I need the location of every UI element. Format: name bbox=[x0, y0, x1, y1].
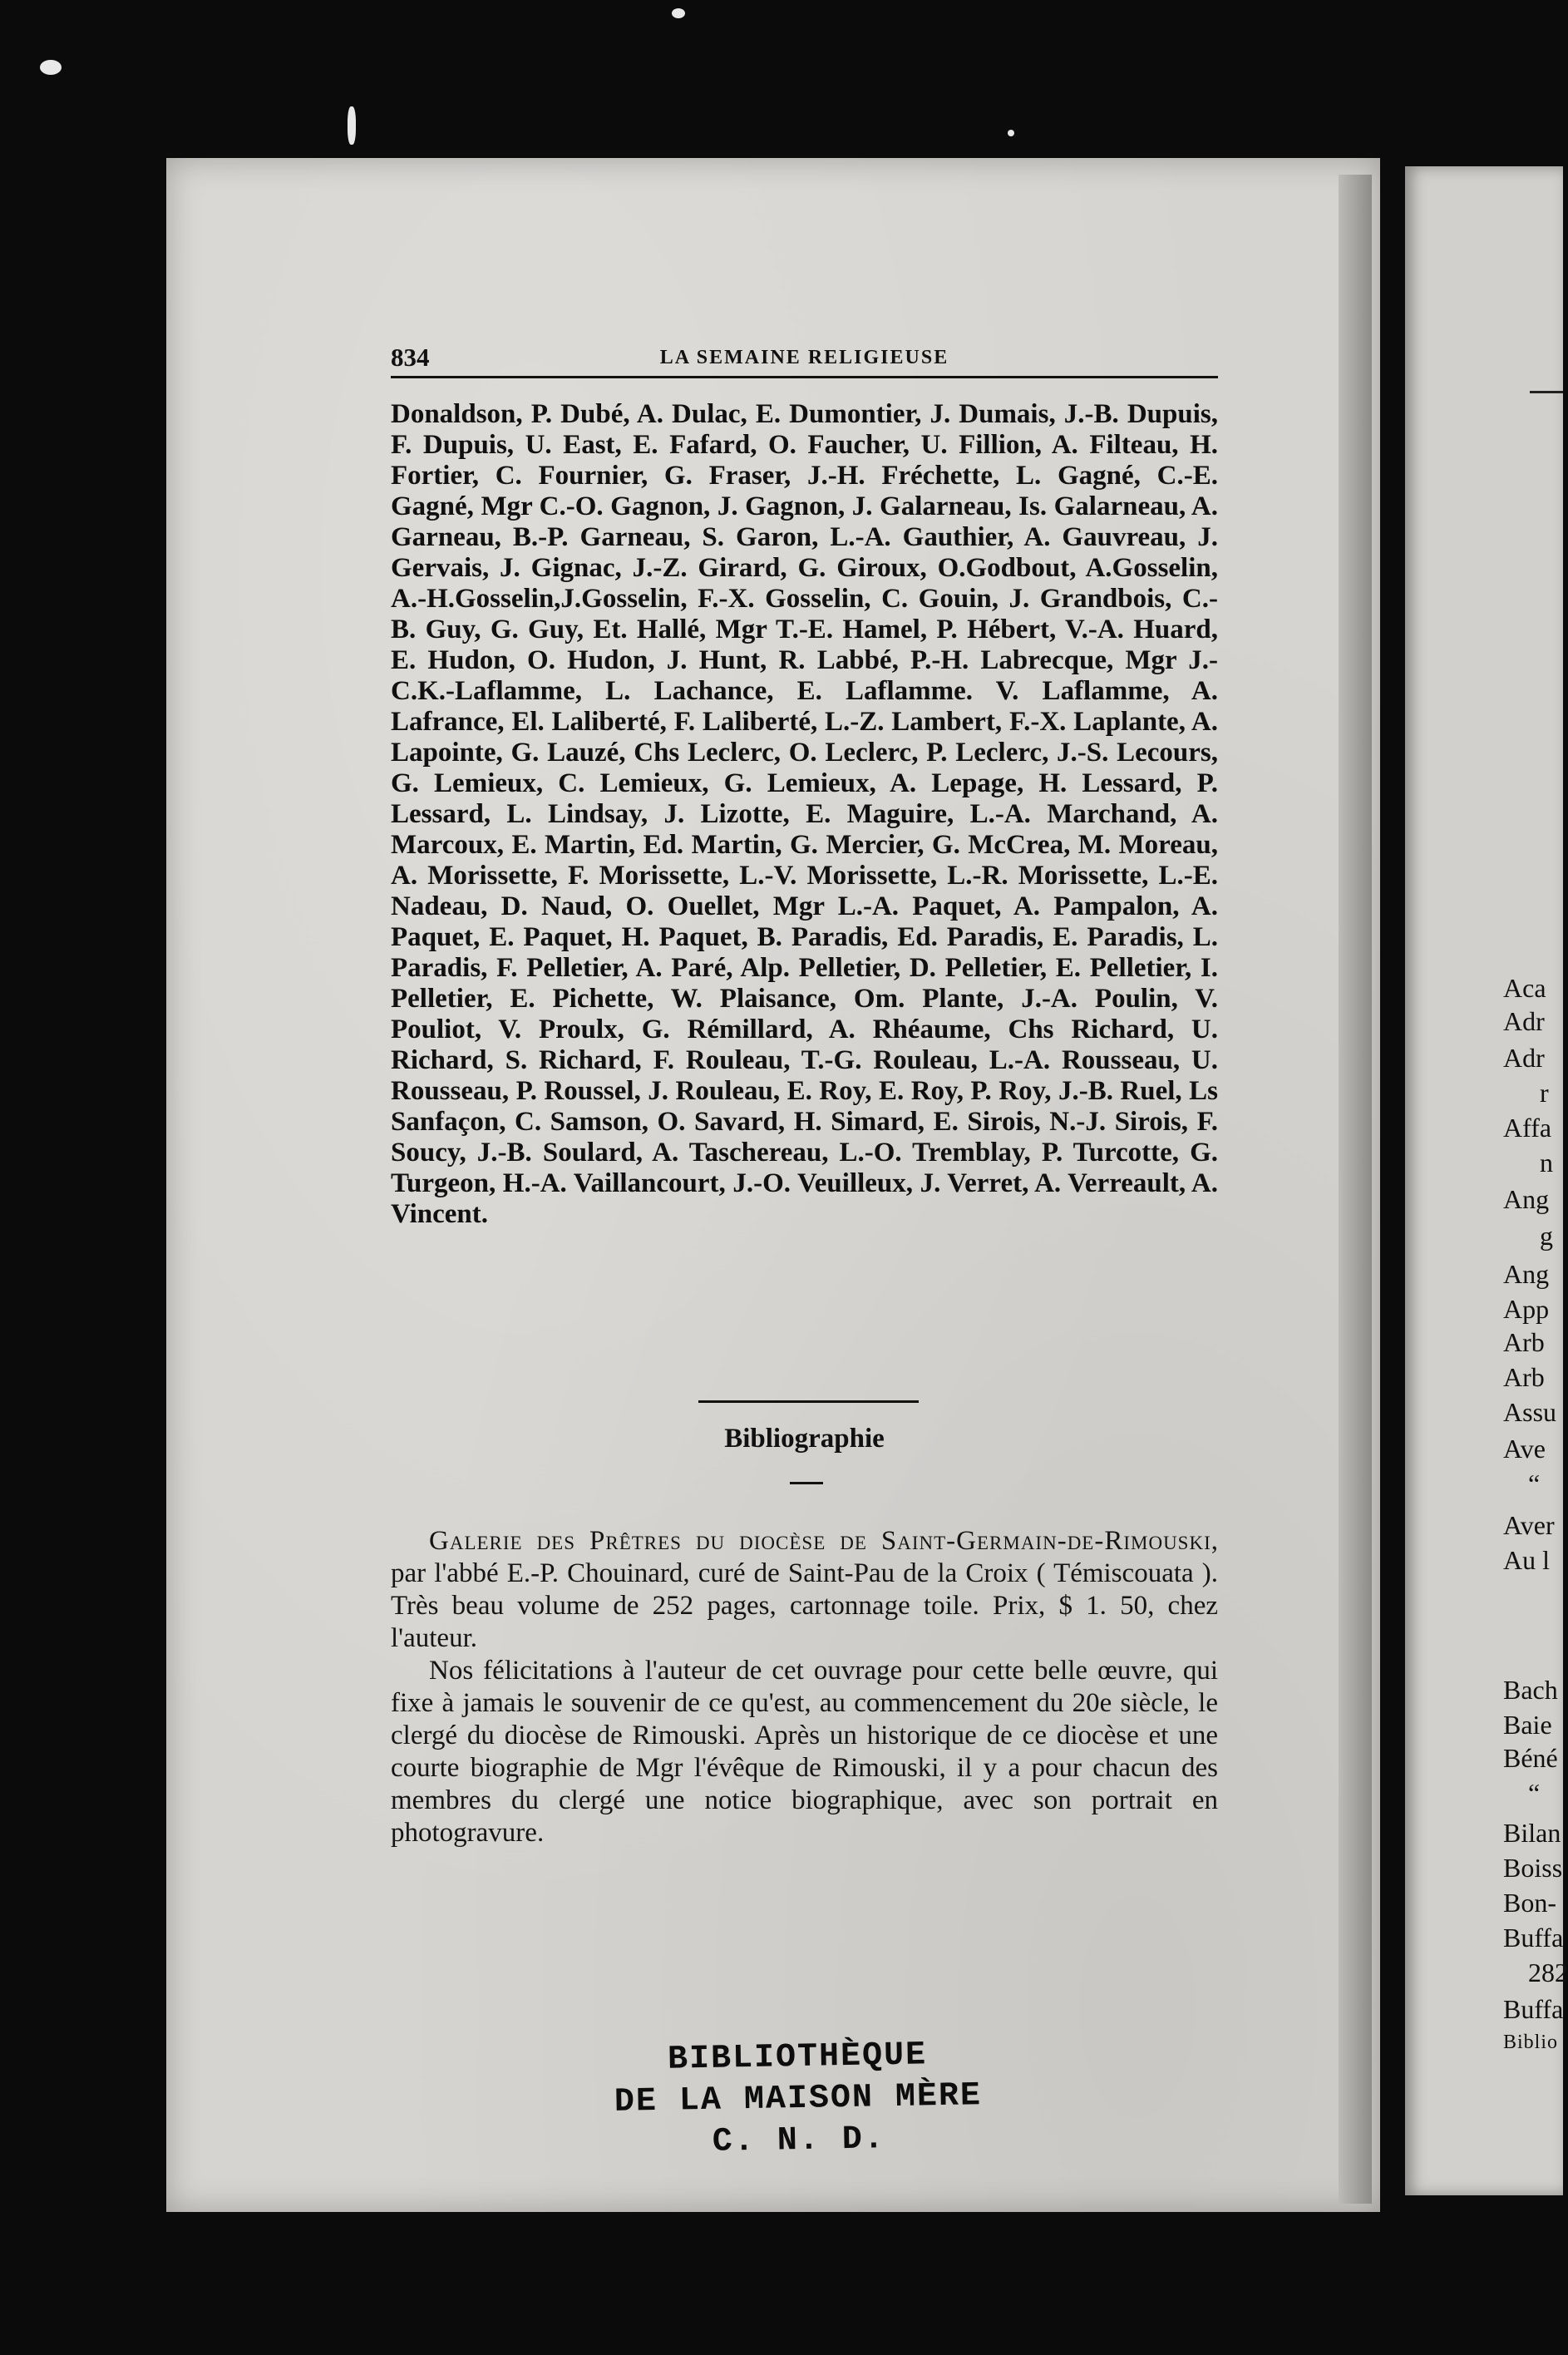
adjacent-fragment: Aca bbox=[1503, 973, 1546, 1003]
names-paragraph: Donaldson, P. Dubé, A. Dulac, E. Dumontier, J. Dumais, J.-B. Dupuis, F. Dupuis, U. East, E. Fafard, O. Faucher, U. Fillion, A. Filteau, H. Fortier, C. Fournier, G. Fraser, J.-H. Fréchette, L. Gagné, C.-E. Gagné, Mgr C.-O. Gagnon, J. Gagnon, J. Galarneau, Is. Galarneau, A. Garneau, B.-P. Garneau, S. Garon, L.-A. Gauthier, A. Gauvreau, J. Gervais, J. Gignac, J.-Z. Girard, G. Giroux, O.Godbout, A.Gosselin, A.-H.Gosselin,J.Gosselin, F.-X. Gosselin, C. Gouin, J. Grandbois, C.-B. Guy, G. Guy, Et. Hallé, Mgr T.-E. Hamel, P. Hébert, V.-A. Huard, E. Hudon, O. Hudon, J. Hunt, R. Labbé, P.-H. Labrecque, Mgr J.-C.K.-Laflamme, L. Lachance, E. Laflamme. V. Laflamme, A. Lafrance, El. Laliberté, F. Laliberté, L.-Z. Lambert, F.-X. Laplante, A. Lapointe, G. Lauzé, Chs Leclerc, O. Leclerc, P. Leclerc, J.-S. Lecours, G. Lemieux, C. Lemieux, G. Lemieux, A. Lepage, H. Lessard, P. Lessard, L. Lindsay, J. Lizotte, E. Maguire, L.-A. Marchand, A. Marcoux, E. Martin, Ed. Martin, G. Mercier, G. McCrea, M. Moreau, A. Morissette, F. Morissette, L.-V. Morissette, L.-R. Morissette, L.-E. Nadeau, D. Naud, O. Ouellet, Mgr L.-A. Paquet, A. Pampalon, A. Paquet, E. Paquet, H. Paquet, B. Paradis, Ed. Paradis, E. Paradis, L. Paradis, F. Pelletier, A. Paré, Alp. Pelletier, D. Pelletier, E. Pelletier, I. Pelletier, E. Pichette, W. Plaisance, Om. Plante, J.-A. Poulin, V. Pouliot, V. Proulx, G. Rémillard, A. Rhéaume, Chs Richard, U. Richard, S. Richard, F. Rouleau, T.-G. Rouleau, L.-A. Rousseau, U. Rousseau, P. Roussel, J. Rouleau, E. Roy, E. Roy, P. Roy, J.-B. Ruel, Ls Sanfaçon, C. Samson, O. Savard, H. Simard, E. Sirois, N.-J. Sirois, F. Soucy, J.-B. Soulard, A. Taschereau, L.-O. Tremblay, P. Turcotte, G. Turgeon, H.-A. Vaillancourt, J.-O. Veuilleux, J. Verret, A. Verreault, A. Vincent. bbox=[391, 399, 1218, 1229]
adjacent-fragment: Ang bbox=[1503, 1259, 1550, 1289]
book-review bbox=[391, 1525, 1218, 1849]
page-number: 834 bbox=[391, 343, 430, 372]
stamp-line-1: BIBLIOTHÈQUE bbox=[667, 2037, 928, 2079]
library-stamp bbox=[565, 2033, 1033, 2166]
adjacent-fragment: Bilan bbox=[1503, 1818, 1561, 1848]
adjacent-page-rule bbox=[1530, 391, 1563, 393]
adjacent-fragment: Arb bbox=[1503, 1327, 1545, 1357]
adjacent-fragment: Aver bbox=[1503, 1510, 1555, 1540]
adjacent-fragment: Buffa bbox=[1503, 1994, 1564, 2024]
adjacent-fragment: Adr bbox=[1503, 1006, 1545, 1036]
adjacent-fragment: Bon- bbox=[1503, 1888, 1556, 1918]
running-title: LA SEMAINE RELIGIEUSE bbox=[659, 347, 949, 368]
adjacent-page bbox=[1405, 166, 1568, 2195]
adjacent-fragment: Bach bbox=[1503, 1675, 1558, 1705]
adjacent-fragment: Baie bbox=[1503, 1710, 1552, 1740]
adjacent-fragment: g bbox=[1540, 1221, 1553, 1251]
adjacent-fragment: Buffa bbox=[1503, 1923, 1564, 1953]
review-citation bbox=[391, 1525, 1218, 1655]
section-title: Bibliographie bbox=[724, 1424, 885, 1454]
book-title: Galerie des Prêtres du diocèse de Saint-Germain-de-Rimouski bbox=[429, 1526, 1211, 1556]
citation-details: , par l'abbé E.-P. Chouinard, curé de Saint-Pau de la Croix ( Témiscouata ). Très beau volume de 252 pages, cartonnage toile. Prix, $ 1. 50, chez l'auteur. bbox=[391, 1526, 1218, 1653]
page-header bbox=[391, 343, 1218, 378]
adjacent-fragment: 282 bbox=[1528, 1958, 1568, 1987]
film-speck bbox=[1008, 130, 1014, 136]
adjacent-fragment: Béné bbox=[1503, 1743, 1558, 1773]
adjacent-fragment: Adr bbox=[1503, 1043, 1545, 1073]
section-divider bbox=[698, 1400, 919, 1403]
adjacent-fragment: Assu bbox=[1503, 1397, 1557, 1427]
adjacent-fragment: Arb bbox=[1503, 1362, 1545, 1392]
adjacent-fragment: “ bbox=[1528, 1469, 1541, 1498]
adjacent-fragment: Ang bbox=[1503, 1184, 1550, 1214]
page-edge bbox=[1339, 175, 1372, 2204]
adjacent-fragment: Affa bbox=[1503, 1113, 1552, 1143]
adjacent-fragment: App bbox=[1503, 1294, 1550, 1324]
film-speck bbox=[348, 106, 356, 145]
film-speck bbox=[672, 8, 685, 18]
adjacent-fragment: Biblio bbox=[1503, 2032, 1559, 2053]
stamp-line-3: C. N. D. bbox=[712, 2120, 886, 2161]
adjacent-fragment: Ave bbox=[1503, 1434, 1546, 1464]
adjacent-fragment: “ bbox=[1528, 1778, 1541, 1808]
film-speck bbox=[40, 60, 62, 75]
adjacent-fragment: Au l bbox=[1503, 1545, 1550, 1575]
adjacent-fragment: n bbox=[1540, 1148, 1553, 1178]
stamp-line-2: DE LA MAISON MÈRE bbox=[614, 2077, 983, 2121]
adjacent-fragment: Boiss bbox=[1503, 1853, 1563, 1883]
review-body: Nos félicitations à l'auteur de cet ouvrage pour cette belle œuvre, qui fixe à jamais le souvenir de ce qu'est, au commencement du 20e siècle, le clergé du diocèse de Rimouski. Après un historique de ce diocèse et une courte biographie de Mgr l'évêque de Rimouski, il y a pour chacun des membres du clergé une notice biographique, avec son portrait en photogravure. bbox=[391, 1656, 1218, 1848]
adjacent-fragment: r bbox=[1540, 1078, 1549, 1108]
title-rule bbox=[790, 1482, 823, 1484]
